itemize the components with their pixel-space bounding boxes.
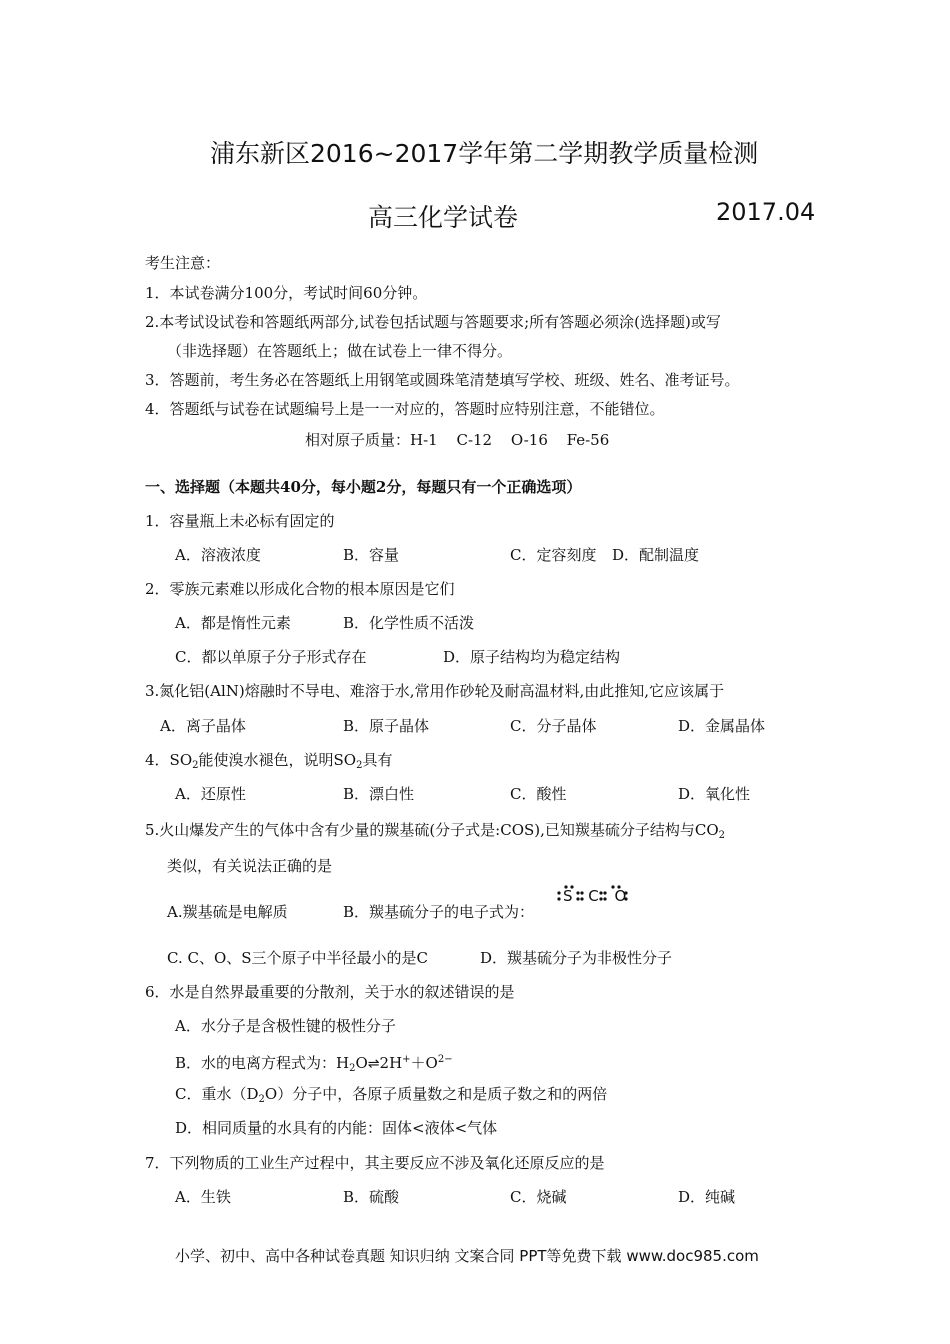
lewis-structure	[556, 884, 632, 910]
option-d: D．原子结构均为稳定结构	[443, 648, 621, 666]
option-b: B．漂白性	[343, 785, 415, 803]
option-a: A．溶液浓度	[175, 546, 261, 564]
option-text: 2H	[379, 1054, 403, 1072]
option-b: B．羰基硫分子的电子式为：	[343, 903, 535, 921]
option-text: ＋O	[410, 1054, 438, 1072]
question-stem: 7．下列物质的工业生产过程中，其主要反应不涉及氧化还原反应的是	[145, 1154, 605, 1172]
option-text: O	[355, 1054, 368, 1072]
stem-text: 5.火山爆发产生的气体中含有少量的羰基硫(分子式是:COS),已知羰基硫分子结构与CO	[145, 821, 719, 839]
atomic-mass: 相对原子质量：H-1 C-12 O-16 Fe-56	[305, 431, 610, 449]
subscript: 2	[258, 1094, 265, 1105]
option-a: A．离子晶体	[160, 717, 246, 735]
option-b: B．容量	[343, 546, 400, 564]
notice-item: 2.本考试设试卷和答题纸两部分,试卷包括试题与答题要求;所有答题必须涂(选择题)或写	[145, 313, 721, 331]
subscript: 2	[356, 760, 363, 771]
equilibrium-arrow-icon: ⇌	[367, 1056, 380, 1072]
subscript: 2	[718, 830, 726, 841]
notice-item: 3．答题前，考生务必在答题纸上用钢笔或圆珠笔清楚填写学校、班级、姓名、准考证号。	[145, 371, 740, 389]
option-d: D．配制温度	[612, 546, 700, 564]
page-title: 浦东新区2016~2017学年第二学期教学质量检测	[210, 139, 759, 168]
option-text: B．水的电离方程式为：H	[175, 1054, 350, 1072]
footer-ad: 小学、初中、高中各种试卷真题 知识归纳 文案合同 PPT等免费下载 www.doc985.com	[175, 1247, 759, 1265]
question-stem: 1．容量瓶上未必标有固定的	[145, 512, 335, 530]
option-b: B．硫酸	[343, 1188, 400, 1206]
question-stem: 3.氮化铝(AlN)熔融时不导电、难溶于水,常用作砂轮及耐高温材料,由此推知,它应该属于	[145, 682, 725, 700]
option-c	[175, 1084, 607, 1110]
option-text: C．重水（D	[175, 1085, 259, 1103]
lewis-formula: S C O	[563, 887, 627, 905]
notice-item: 1．本试卷满分100分，考试时间60分钟。	[145, 284, 428, 302]
subscript: 2	[192, 760, 199, 771]
option-c: C．分子晶体	[510, 717, 597, 735]
question-stem	[145, 750, 392, 776]
superscript: 2−	[437, 1054, 453, 1065]
option-b	[175, 1050, 453, 1079]
option-d: D．羰基硫分子为非极性分子	[480, 949, 673, 967]
option-b: B．原子晶体	[343, 717, 430, 735]
option-c: C．定容刻度	[510, 546, 597, 564]
stem-text: 4．SO	[145, 751, 193, 769]
option-c: C．烧碱	[510, 1188, 567, 1206]
stem-text: 具有	[362, 751, 393, 769]
notice-item: （非选择题）在答题纸上；做在试卷上一律不得分。	[167, 342, 513, 360]
superscript: +	[402, 1054, 411, 1065]
option-d: D．氧化性	[678, 785, 751, 803]
question-stem: 6．水是自然界最重要的分散剂，关于水的叙述错误的是	[145, 983, 515, 1001]
notice-heading: 考生注意：	[145, 254, 221, 272]
page-subtitle: 高三化学试卷	[368, 203, 519, 232]
subscript: 2	[349, 1063, 356, 1074]
option-d: D．金属晶体	[678, 717, 766, 735]
option-c: C. C、O、S三个原子中半径最小的是C	[167, 949, 429, 967]
option-text: O）分子中，各原子质量数之和是质子数之和的两倍	[264, 1085, 608, 1103]
option-d: D．纯碱	[678, 1188, 736, 1206]
option-a: A．还原性	[175, 785, 246, 803]
question-stem: 2．零族元素难以形成化合物的根本原因是它们	[145, 580, 455, 598]
section-heading: 一、选择题（本题共40分，每小题2分，每题只有一个正确选项）	[145, 478, 582, 496]
option-a: A．都是惰性元素	[175, 614, 291, 632]
option-a: A.羰基硫是电解质	[167, 903, 288, 921]
exam-date: 2017.04	[716, 198, 816, 226]
option-c: C．酸性	[510, 785, 567, 803]
question-stem-line2: 类似，有关说法正确的是	[167, 857, 333, 875]
notice-item: 4．答题纸与试卷在试题编号上是一一对应的，答题时应特别注意，不能错位。	[145, 400, 665, 418]
stem-text: 能使溴水褪色，说明SO	[198, 751, 357, 769]
option-a: A．生铁	[175, 1188, 231, 1206]
option-d: D．相同质量的水具有的内能：固体<液体<气体	[175, 1119, 498, 1137]
question-stem	[145, 820, 725, 846]
option-b: B．化学性质不活泼	[343, 614, 475, 632]
option-c: C．都以单原子分子形式存在	[175, 648, 367, 666]
option-a: A．水分子是含极性键的极性分子	[175, 1017, 396, 1035]
